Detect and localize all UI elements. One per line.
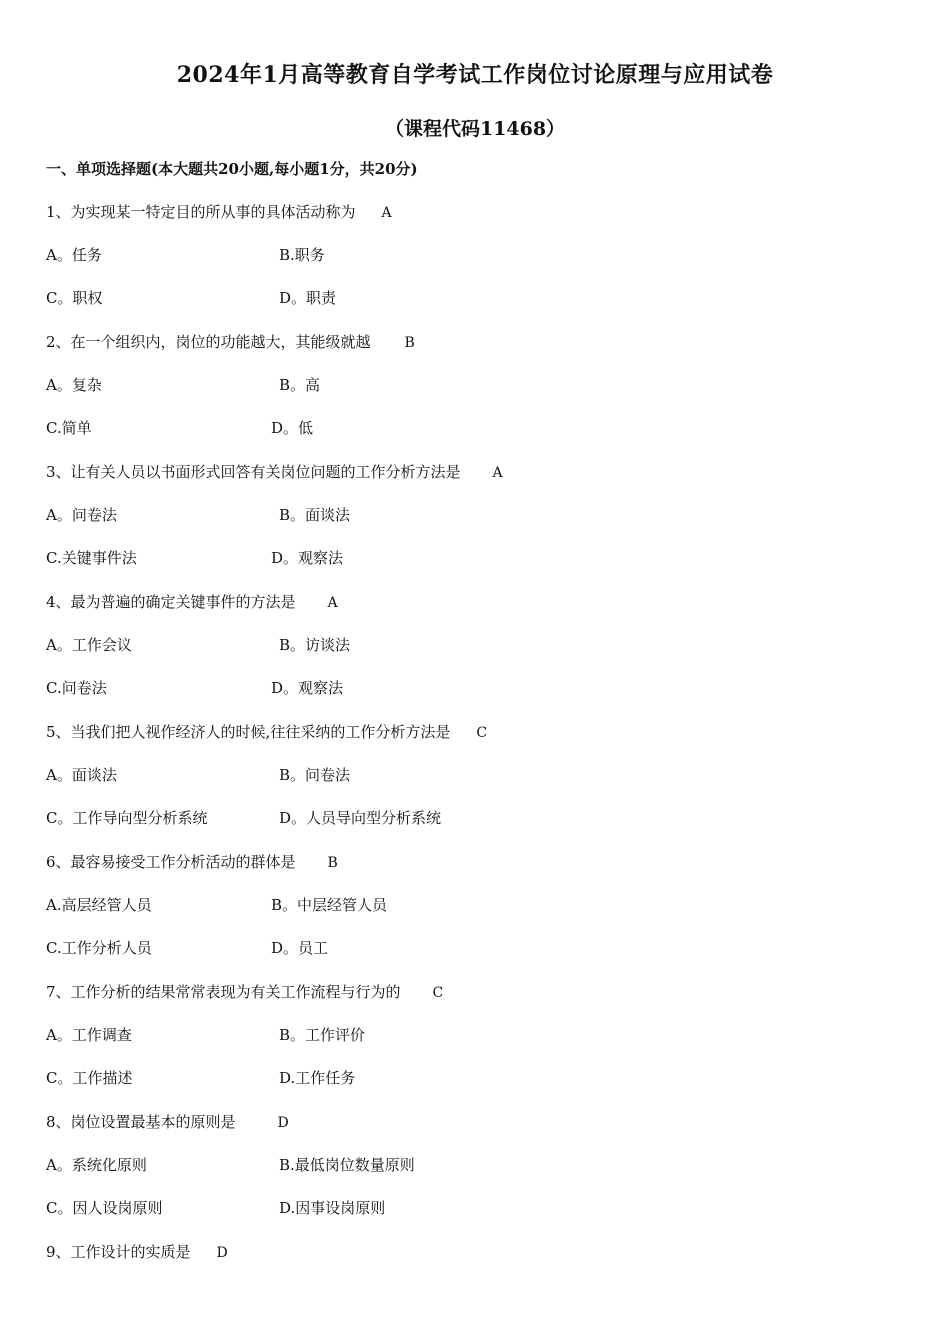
question-5 <box>46 720 487 744</box>
question-answer: B <box>404 335 415 351</box>
option-d: D.工作任务 <box>279 1069 356 1087</box>
options-row <box>46 1153 906 1177</box>
options-row <box>46 546 906 570</box>
question-2 <box>46 330 415 354</box>
option-b: B。高 <box>279 376 321 394</box>
options-row <box>46 1023 906 1047</box>
option-b: B.最低岗位数量原则 <box>279 1156 415 1174</box>
question-answer: C <box>476 725 488 741</box>
question-3 <box>46 460 503 484</box>
options-row <box>46 633 906 657</box>
question-answer: A <box>492 465 503 481</box>
question-text: 7、工作分析的结果常常表现为有关工作流程与行为的 <box>46 983 401 1001</box>
question-answer: D <box>277 1115 289 1131</box>
option-b: B。中层经管人员 <box>271 896 388 914</box>
options-row <box>46 1196 906 1220</box>
question-7 <box>46 980 443 1004</box>
question-text: 3、让有关人员以书面形式回答有关岗位问题的工作分析方法是 <box>46 463 461 481</box>
question-text: 6、最容易接受工作分析活动的群体是 <box>46 853 296 871</box>
question-1 <box>46 200 392 224</box>
question-text: 2、在一个组织内，岗位的功能越大，其能级就越 <box>46 333 371 351</box>
options-row <box>46 936 906 960</box>
option-c: C.工作分析人员 <box>46 939 152 957</box>
option-c: C。工作描述 <box>46 1069 133 1087</box>
question-8 <box>46 1110 289 1134</box>
option-c: C.问卷法 <box>46 679 107 697</box>
option-b: B。访谈法 <box>279 636 351 654</box>
exam-title: 2024年1月高等教育自学考试工作岗位讨论原理与应用试卷 <box>176 62 774 88</box>
options-row <box>46 373 906 397</box>
options-row <box>46 676 906 700</box>
option-d: D。观察法 <box>271 679 344 697</box>
option-a: A.高层经管人员 <box>46 896 152 914</box>
question-text: 8、岗位设置最基本的原则是 <box>46 1113 236 1131</box>
question-text: 4、最为普遍的确定关键事件的方法是 <box>46 593 296 611</box>
option-b: B。工作评价 <box>279 1026 366 1044</box>
question-answer: B <box>327 855 338 871</box>
option-a: A。问卷法 <box>46 506 117 524</box>
question-answer: A <box>327 595 338 611</box>
options-row <box>46 806 906 830</box>
option-c: C。因人设岗原则 <box>46 1199 163 1217</box>
options-row <box>46 893 906 917</box>
option-d: D。员工 <box>271 939 329 957</box>
options-row <box>46 243 906 267</box>
option-c: C.关键事件法 <box>46 549 137 567</box>
option-a: A。系统化原则 <box>46 1156 147 1174</box>
option-c: C.简单 <box>46 419 92 437</box>
options-row <box>46 1066 906 1090</box>
option-b: B.职务 <box>279 246 325 264</box>
option-a: A。工作会议 <box>46 636 132 654</box>
option-b: B。问卷法 <box>279 766 351 784</box>
question-9 <box>46 1240 228 1264</box>
option-a: A。复杂 <box>46 376 102 394</box>
option-d: D。人员导向型分析系统 <box>279 809 442 827</box>
question-answer: C <box>432 985 444 1001</box>
option-c: C。职权 <box>46 289 103 307</box>
options-row <box>46 503 906 527</box>
question-6 <box>46 850 338 874</box>
options-row <box>46 763 906 787</box>
option-d: D。低 <box>271 419 314 437</box>
question-answer: A <box>381 205 392 221</box>
option-a: A。工作调查 <box>46 1026 132 1044</box>
options-row <box>46 416 906 440</box>
question-answer: D <box>216 1245 228 1261</box>
section-heading: 一、单项选择题(本大题共20小题,每小题1分，共20分) <box>46 160 418 178</box>
question-text: 1、为实现某一特定目的所从事的具体活动称为 <box>46 203 356 221</box>
question-4 <box>46 590 338 614</box>
question-text: 9、工作设计的实质是 <box>46 1243 191 1261</box>
question-text: 5、当我们把人视作经济人的时候,往往采纳的工作分析方法是 <box>46 723 451 741</box>
option-d: D.因事设岗原则 <box>279 1199 386 1217</box>
option-a: A。任务 <box>46 246 102 264</box>
option-d: D。职责 <box>279 289 337 307</box>
option-d: D。观察法 <box>271 549 344 567</box>
option-a: A。面谈法 <box>46 766 117 784</box>
options-row <box>46 286 906 310</box>
course-code: （课程代码11468） <box>384 118 566 140</box>
option-c: C。工作导向型分析系统 <box>46 809 208 827</box>
option-b: B。面谈法 <box>279 506 351 524</box>
